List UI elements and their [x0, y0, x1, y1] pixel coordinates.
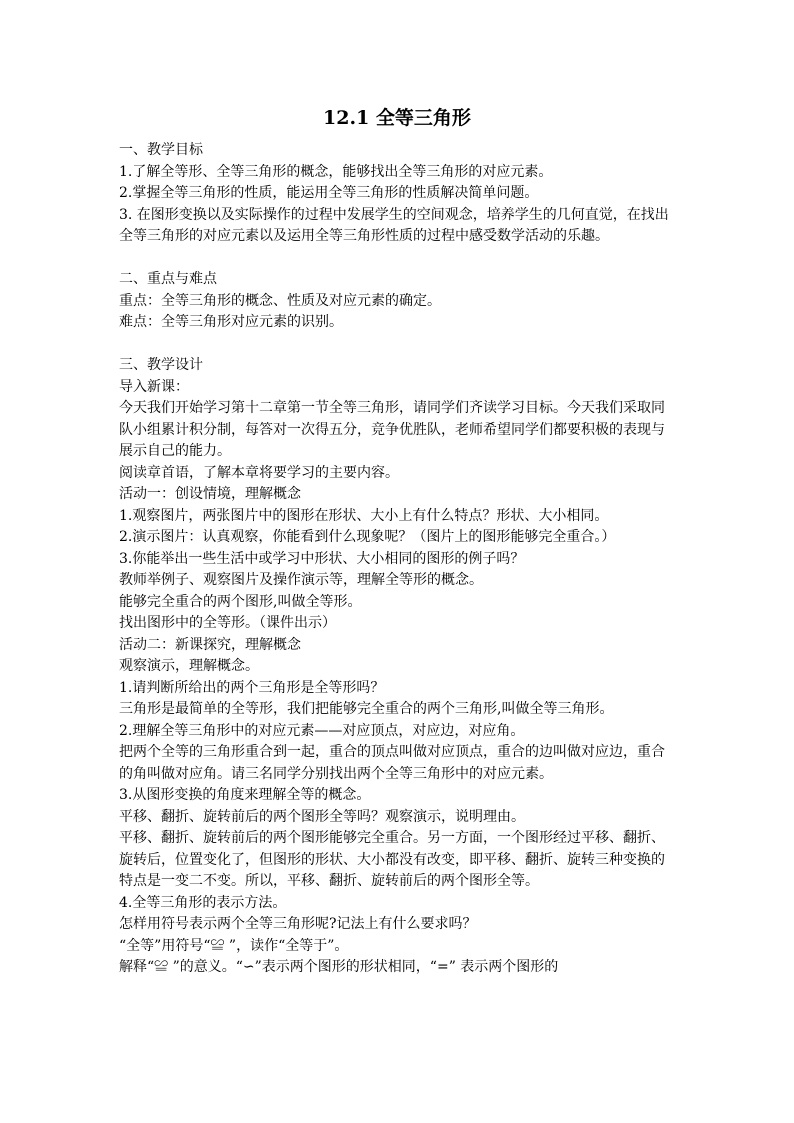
paragraph: 2.掌握全等三角形的性质，能运用全等三角形的性质解决简单问题。: [119, 185, 539, 201]
page-title: 12.1 全等三角形: [323, 107, 471, 129]
paragraph: 3. 在图形变换以及实际操作的过程中发展学生的空间观念，培养学生的几何直觉，在找出全等三角形的对应元素以及运用全等三角形性质的过程中感受数学活动的乐趣。: [119, 206, 669, 244]
paragraph: 解释“≌ ”的意义。“∽”表示两个图形的形状相同，“=” 表示两个图形的: [119, 959, 559, 975]
paragraph: 阅读章首语，了解本章将要学习的主要内容。: [119, 464, 399, 481]
paragraph: 活动一：创设情境，理解概念: [119, 486, 301, 502]
paragraph: 平移、翻折、旋转前后的两个图形能够完全重合。另一方面，一个图形经过平移、翻折、旋转后，位置变化了，但图形的形状、大小都没有改变，即平移、翻折、旋转三种变换的特点是一变二不变。所以，平移、翻折、旋转前后的两个图形全等。: [119, 830, 665, 889]
paragraph: 导入新课：: [119, 378, 189, 395]
section-heading: 一、教学目标: [119, 142, 203, 158]
paragraph: 找出图形中的全等形。（课件出示）: [119, 615, 336, 631]
paragraph: 今天我们开始学习第十二章第一节全等三角形，请同学们齐读学习目标。今天我们采取同队小组累计积分制，每答对一次得五分，竞争优胜队，老师希望同学们都要积极的表现与展示自己的能力。: [119, 400, 665, 459]
paragraph: 平移、翻折、旋转前后的两个图形全等吗？观察演示，说明理由。: [119, 808, 525, 825]
paragraph: 3.你能举出一些生活中或学习中形状、大小相同的图形的例子吗？: [119, 550, 525, 567]
paragraph: 怎样用符号表示两个全等三角形呢?记法上有什么要求吗？: [119, 916, 477, 932]
section-heading: 二、重点与难点: [119, 271, 217, 287]
document-body: [119, 140, 677, 979]
paragraph: 3.从图形变换的角度来理解全等的概念。: [119, 787, 371, 803]
paragraph: 重点：全等三角形的概念、性质及对应元素的确定。: [119, 292, 441, 309]
paragraph: 1.观察图片，两张图片中的图形在形状、大小上有什么特点？形状、大小相同。: [119, 507, 609, 524]
paragraph: 1.了解全等形、全等三角形的概念，能够找出全等三角形的对应元素。: [119, 163, 553, 180]
paragraph: 难点：全等三角形对应元素的识别。: [119, 314, 343, 330]
paragraph: 4.全等三角形的表示方法。: [119, 894, 287, 911]
paragraph: 2.演示图片：认真观察，你能看到什么现象呢？（图片上的图形能够完全重合。）: [119, 529, 616, 545]
paragraph: 把两个全等的三角形重合到一起，重合的顶点叫做对应顶点，重合的边叫做对应边，重合的角叫做对应角。请三名同学分别找出两个全等三角形中的对应元素。: [119, 744, 665, 782]
paragraph: 教师举例子、观察图片及操作演示等，理解全等形的概念。: [119, 572, 483, 588]
paragraph: 2.理解全等三角形中的对应元素——对应顶点，对应边，对应角。: [119, 722, 525, 739]
blank-line: [119, 248, 677, 270]
paragraph: 能够完全重合的两个图形,叫做全等形。: [119, 593, 362, 610]
paragraph: “全等”用符号“≌ ”，读作“全等于”。: [119, 937, 349, 954]
paragraph: 观察演示，理解概念。: [119, 658, 259, 674]
paragraph: 1.请判断所给出的两个三角形是全等形吗？: [119, 679, 385, 696]
paragraph: 三角形是最简单的全等形，我们把能够完全重合的两个三角形,叫做全等三角形。: [119, 701, 614, 717]
paragraph: 活动二：新课探究，理解概念: [119, 636, 301, 653]
blank-line: [119, 334, 677, 356]
section-heading: 三、教学设计: [119, 357, 203, 373]
